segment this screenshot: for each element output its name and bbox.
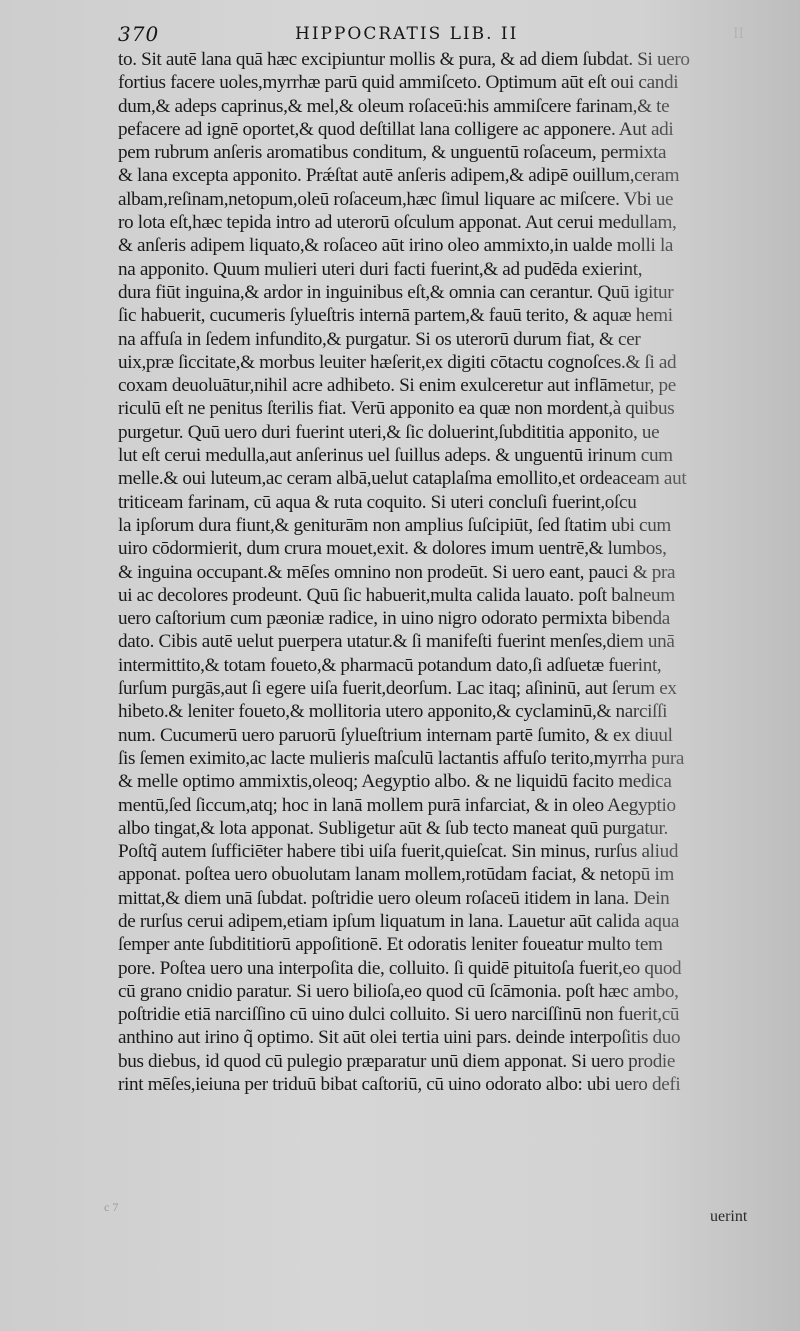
text-line: pefacere ad ignē oportet,& quod deſtillat lana colligere ac apponere. Aut adi <box>118 118 763 141</box>
text-line: ſis ſemen eximito,ac lacte mulieris maſculū lactantis affuſo terito,myrrha pura <box>118 747 763 770</box>
text-line: mittat,& diem unā ſubdat. poſtridie uero oleum roſaceū itidem in lana. Dein <box>118 887 763 910</box>
text-line: & melle optimo ammixtis,oleoq; Aegyptio albo. & ne liquidū facito medica <box>118 770 763 793</box>
page-number: 370 <box>118 22 160 46</box>
text-line: lut eſt cerui medulla,aut anſerinus uel ſuillus adeps. & unguentū irinum cum <box>118 444 763 467</box>
text-line: rint mēſes,ieiuna per triduū bibat caſtoriū, cū uino odorato albo: ubi uero defi <box>118 1073 763 1096</box>
signature-mark: c 7 <box>104 1200 119 1214</box>
text-line: triticeam farinam, cū aqua & ruta coquito. Si uteri concluſi fuerint,oſcu <box>118 491 763 514</box>
text-line: pem rubrum anſeris aromatibus conditum, & unguentū roſaceum, permixta <box>118 141 763 164</box>
text-line: coxam deuoluātur,nihil acre adhibeto. Si enim exulceretur aut inflāmetur, pe <box>118 374 763 397</box>
text-line: melle.& oui luteum,ac ceram albā,uelut cataplaſma emollito,et ordeaceam aut <box>118 467 763 490</box>
text-line: uix,præ ſiccitate,& morbus leuiter hæſerit,ex digiti cōtactu cognoſces.& ſi ad <box>118 351 763 374</box>
page-header <box>0 16 800 50</box>
catchword: uerint <box>710 1208 748 1225</box>
text-line: uiro cōdormierit, dum crura mouet,exit. & dolores imum uentrē,& lumbos, <box>118 537 763 560</box>
main-text-block <box>118 48 763 1096</box>
text-line: cū grano cnidio paratur. Si uero bilioſa,eo quod cū ſcāmonia. poſt hæc ambo, <box>118 980 763 1003</box>
text-line: fortius facere uoles,myrrhæ parū quid ammiſceto. Optimum aūt eſt oui candi <box>118 71 763 94</box>
text-line: ſurſum purgās,aut ſi egere uiſa fuerit,deorſum. Lac itaq; aſininū, aut ſerum ex <box>118 677 763 700</box>
text-line: num. Cucumerū uero paruorū ſylueſtrium internam partē ſumito, & ex diuul <box>118 724 763 747</box>
text-line: apponat. poſtea uero obuolutam lanam mollem,rotūdam faciat, & netopū im <box>118 863 763 886</box>
text-line: ſemper ante ſubdititi​orū appoſitionē. Et odoratis leniter foueatur multo tem <box>118 933 763 956</box>
header-mark: II <box>733 26 745 42</box>
text-line: albo tingat,& lota apponat. Subligetur aūt & ſub tecto maneat quū purgatur. <box>118 817 763 840</box>
text-line: dum,& adeps caprinus,& mel,& oleum roſaceū:his ammiſcere farinam,& te <box>118 95 763 118</box>
text-line: albam,reſinam,netopum,oleū roſaceum,hæc ſimul liquare ac miſcere. Vbi ue <box>118 188 763 211</box>
text-line: la ipſorum dura fiunt,& geniturām non amplius ſuſcipiūt, ſed ſtatim ubi cum <box>118 514 763 537</box>
text-line: to. Sit autē lana quā hæc excipiuntur mollis & pura, & ad diem ſubdat. Si uero <box>118 48 763 71</box>
text-line: hibeto.& leniter foueto,& mollitoria utero apponito,& cyclaminū,& narciſſi <box>118 700 763 723</box>
text-line: & inguina occupant.& mēſes omnino non prodeūt. Si uero eant, pauci & pra <box>118 561 763 584</box>
text-line: ſic habuerit, cucumeris ſylueſtris internā partem,& fauū terito, & aquæ hemi <box>118 304 763 327</box>
text-line: purgetur. Quū uero duri fuerint uteri,& ſic doluerint,ſubdititi​a apponito, ue <box>118 421 763 444</box>
text-line: ui ac decolores prodeunt. Quū ſic habuerit,multa calida lauato. poſt balneum <box>118 584 763 607</box>
text-line: dura fiūt inguina,& ardor in inguinibus eſt,& omnia can cerantur. Quū igitur <box>118 281 763 304</box>
running-head: HIPPOCRATIS LIB. II <box>295 24 519 44</box>
text-line: bus diebus, id quod cū pulegio præparatur unū diem apponat. Si uero prodie <box>118 1050 763 1073</box>
text-line: dato. Cibis autē uelut puerpera utatur.& ſi manifeſti fuerint menſes,diem unā <box>118 630 763 653</box>
text-line: na apponito. Quum mulieri uteri duri facti fuerint,& ad pudēda exierint, <box>118 258 763 281</box>
text-line: uero caſtorium cum pæoniæ radice, in uino nigro odorato permixta bibenda <box>118 607 763 630</box>
text-line: na affuſa in ſedem infundito,& purgatur. Si os uterorū durum fiat, & cer <box>118 328 763 351</box>
text-line: Poſtq̃ autem ſufficiēter habere tibi uiſa fuerit,quieſcat. Sin minus, rurſus aliud <box>118 840 763 863</box>
text-line: de rurſus cerui adipem,etiam ipſum liquatum in lana. Lauetur aūt calida aqua <box>118 910 763 933</box>
text-line: anthino aut irino q̃ optimo. Sit aūt olei tertia uini pars. deinde interpoſitis duo <box>118 1026 763 1049</box>
text-line: mentū,ſed ſiccum,atq; hoc in lanā mollem purā infarciat, & in oleo Aegyptio <box>118 794 763 817</box>
text-line: pore. Poſtea uero una interpoſita die, colluito. ſi quidē pituitoſa fuerit,eo quod <box>118 957 763 980</box>
text-line: intermittito,& totam foueto,& pharmacū potandum dato,ſi adſuetæ fuerint, <box>118 654 763 677</box>
text-line: & lana excepta apponito. Prǽſtat autē anſeris adipem,& adipē ouillum,ceram <box>118 164 763 187</box>
text-line: ro lota eſt,hæc tepida intro ad uterorū oſculum apponat. Aut cerui medullam, <box>118 211 763 234</box>
text-line: & anſeris adipem liquato,& roſaceo aūt irino oleo ammixto,in ualde molli la <box>118 234 763 257</box>
text-line: poſtridie etiā narciſſino cū uino dulci colluito. Si uero narciſſinū non fuerit,cū <box>118 1003 763 1026</box>
text-line: riculū eſt ne penitus ſterilis fiat. Verū apponito ea quæ non mordent,à quibus <box>118 397 763 420</box>
